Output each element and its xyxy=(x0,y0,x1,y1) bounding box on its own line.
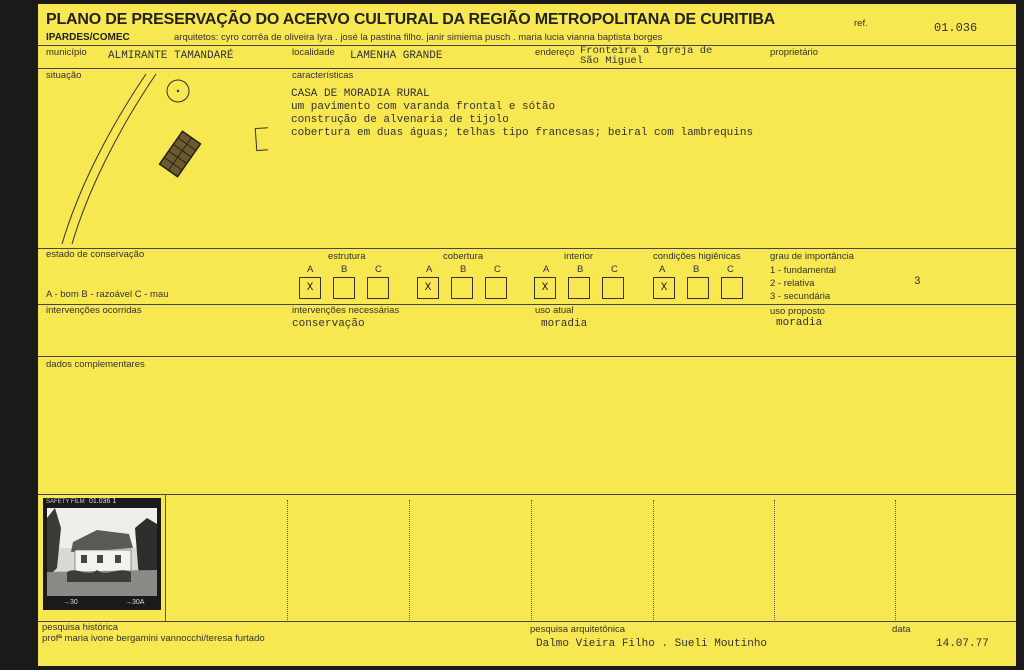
uso-proposto-value: moradia xyxy=(776,317,823,329)
uso-atual-value: moradia xyxy=(541,318,588,330)
site-sketch xyxy=(48,70,268,246)
divider xyxy=(38,45,1016,46)
col-letter-b: B xyxy=(460,264,467,275)
inventory-card xyxy=(38,4,1016,666)
divider xyxy=(38,68,1016,69)
photo-slot-divider xyxy=(531,500,532,620)
group-label-estrutura: estrutura xyxy=(328,251,366,262)
film-label: SAFETY FILM xyxy=(46,499,85,505)
house-footprint-icon xyxy=(160,131,201,176)
film-frame-marker: →30A xyxy=(125,599,145,606)
card-title: PLANO DE PRESERVAÇÃO DO ACERVO CULTURAL DA REGIÃO METROPOLITANA DE CURITIBA xyxy=(46,11,776,28)
divider xyxy=(38,494,1016,495)
importancia-value: 3 xyxy=(914,276,921,288)
caracteristicas-line: um pavimento com varanda frontal e sótão xyxy=(291,101,556,113)
cobertura-a-checkbox[interactable]: X xyxy=(417,277,439,299)
photo-slot-divider xyxy=(653,500,654,620)
caracteristicas-label: características xyxy=(292,70,354,81)
municipio-value: ALMIRANTE TAMANDARÉ xyxy=(108,50,234,62)
divider xyxy=(38,621,1016,622)
importancia-option: 1 - fundamental xyxy=(770,265,837,276)
intervencoes-necessarias-value: conservação xyxy=(292,318,365,330)
col-letter-c: C xyxy=(727,264,734,275)
cobertura-b-checkbox[interactable] xyxy=(451,277,473,299)
estrutura-a-checkbox[interactable]: X xyxy=(299,277,321,299)
localidade-value: LAMENHA GRANDE xyxy=(350,50,443,62)
architects-line: arquitetos: cyro corrêa de oliveira lyra . josé la pastina filho. janir simiema pusch . maria lucia vianna baptista borges xyxy=(174,32,663,43)
estrutura-b-checkbox[interactable] xyxy=(333,277,355,299)
photo-slot-divider xyxy=(409,500,410,620)
pesquisa-arquitetonica-value: Dalmo Vieira Filho . Sueli Moutinho xyxy=(536,638,768,650)
col-letter-b: B xyxy=(577,264,584,275)
org-name: IPARDES/COMEC xyxy=(46,32,130,43)
film-frame-photo xyxy=(43,498,161,610)
pesquisa-historica-value: profª maria ivone bergamini vannocchi/teresa furtado xyxy=(42,633,265,644)
intervencoes-necessarias-label: intervenções necessárias xyxy=(292,305,400,316)
col-letter-a: A xyxy=(659,264,666,275)
caracteristicas-line: CASA DE MORADIA RURAL xyxy=(291,88,430,100)
outbuilding-icon xyxy=(255,127,268,150)
endereco-value-line2: São Miguel xyxy=(580,55,644,67)
caracteristicas-line: construção de alvenaria de tijolo xyxy=(291,114,509,126)
higienicas-b-checkbox[interactable] xyxy=(687,277,709,299)
road-line xyxy=(62,74,146,244)
col-letter-c: C xyxy=(494,264,501,275)
localidade-label: localidade xyxy=(292,47,335,58)
interior-c-checkbox[interactable] xyxy=(602,277,624,299)
group-label-higienicas: condições higiênicas xyxy=(653,251,741,262)
divider xyxy=(38,304,1016,305)
film-frame-number: 01.036 1 xyxy=(89,498,117,505)
interior-b-checkbox[interactable] xyxy=(568,277,590,299)
ref-label: ref. xyxy=(854,18,868,29)
higienicas-a-checkbox[interactable]: X xyxy=(653,277,675,299)
film-frame-marker: →30 xyxy=(63,599,78,606)
photo-slot-divider xyxy=(774,500,775,620)
col-letter-b: B xyxy=(341,264,348,275)
divider xyxy=(38,248,1016,249)
photo-slot-divider xyxy=(895,500,896,620)
pesquisa-arquitetonica-label: pesquisa arquitetônica xyxy=(530,624,626,635)
divider xyxy=(38,356,1016,357)
data-value: 14.07.77 xyxy=(936,638,989,650)
caracteristicas-line: cobertura em duas águas; telhas tipo francesas; beiral com lambrequins xyxy=(291,127,754,139)
col-letter-a: A xyxy=(543,264,550,275)
interior-a-checkbox[interactable]: X xyxy=(534,277,556,299)
col-letter-c: C xyxy=(611,264,618,275)
photo-divider xyxy=(165,495,166,621)
importancia-option: 3 - secundária xyxy=(770,291,831,302)
municipio-label: município xyxy=(46,47,87,58)
proprietario-label: proprietário xyxy=(770,47,819,58)
col-letter-c: C xyxy=(375,264,382,275)
dados-complementares-label: dados complementares xyxy=(46,359,145,370)
group-label-interior: interior xyxy=(564,251,594,262)
col-letter-a: A xyxy=(307,264,314,275)
house-photo xyxy=(47,508,157,596)
uso-proposto-label: uso proposto xyxy=(770,306,825,317)
uso-atual-label: uso atual xyxy=(535,305,574,316)
intervencoes-ocorridas-label: intervenções ocorridas xyxy=(46,305,142,316)
ref-value: 01.036 xyxy=(934,21,978,35)
endereco-label: endereço xyxy=(535,47,575,58)
endereco-value-line1: Fronteira a Igreja de xyxy=(580,45,713,57)
road-line xyxy=(72,74,156,244)
cobertura-c-checkbox[interactable] xyxy=(485,277,507,299)
col-letter-b: B xyxy=(693,264,700,275)
higienicas-c-checkbox[interactable] xyxy=(721,277,743,299)
group-label-cobertura: cobertura xyxy=(443,251,484,262)
tree-dot-icon xyxy=(177,90,179,92)
pesquisa-historica-label: pesquisa histórica xyxy=(42,622,119,633)
importancia-option: 2 - relativa xyxy=(770,278,815,289)
estrutura-c-checkbox[interactable] xyxy=(367,277,389,299)
col-letter-a: A xyxy=(426,264,433,275)
data-label: data xyxy=(892,624,911,635)
situacao-label: situação xyxy=(46,70,82,81)
conservacao-legend: A - bom B - razoável C - mau xyxy=(46,289,169,300)
conservacao-label: estado de conservação xyxy=(46,249,145,260)
importancia-label: grau de importância xyxy=(770,251,854,262)
photo-slot-divider xyxy=(287,500,288,620)
